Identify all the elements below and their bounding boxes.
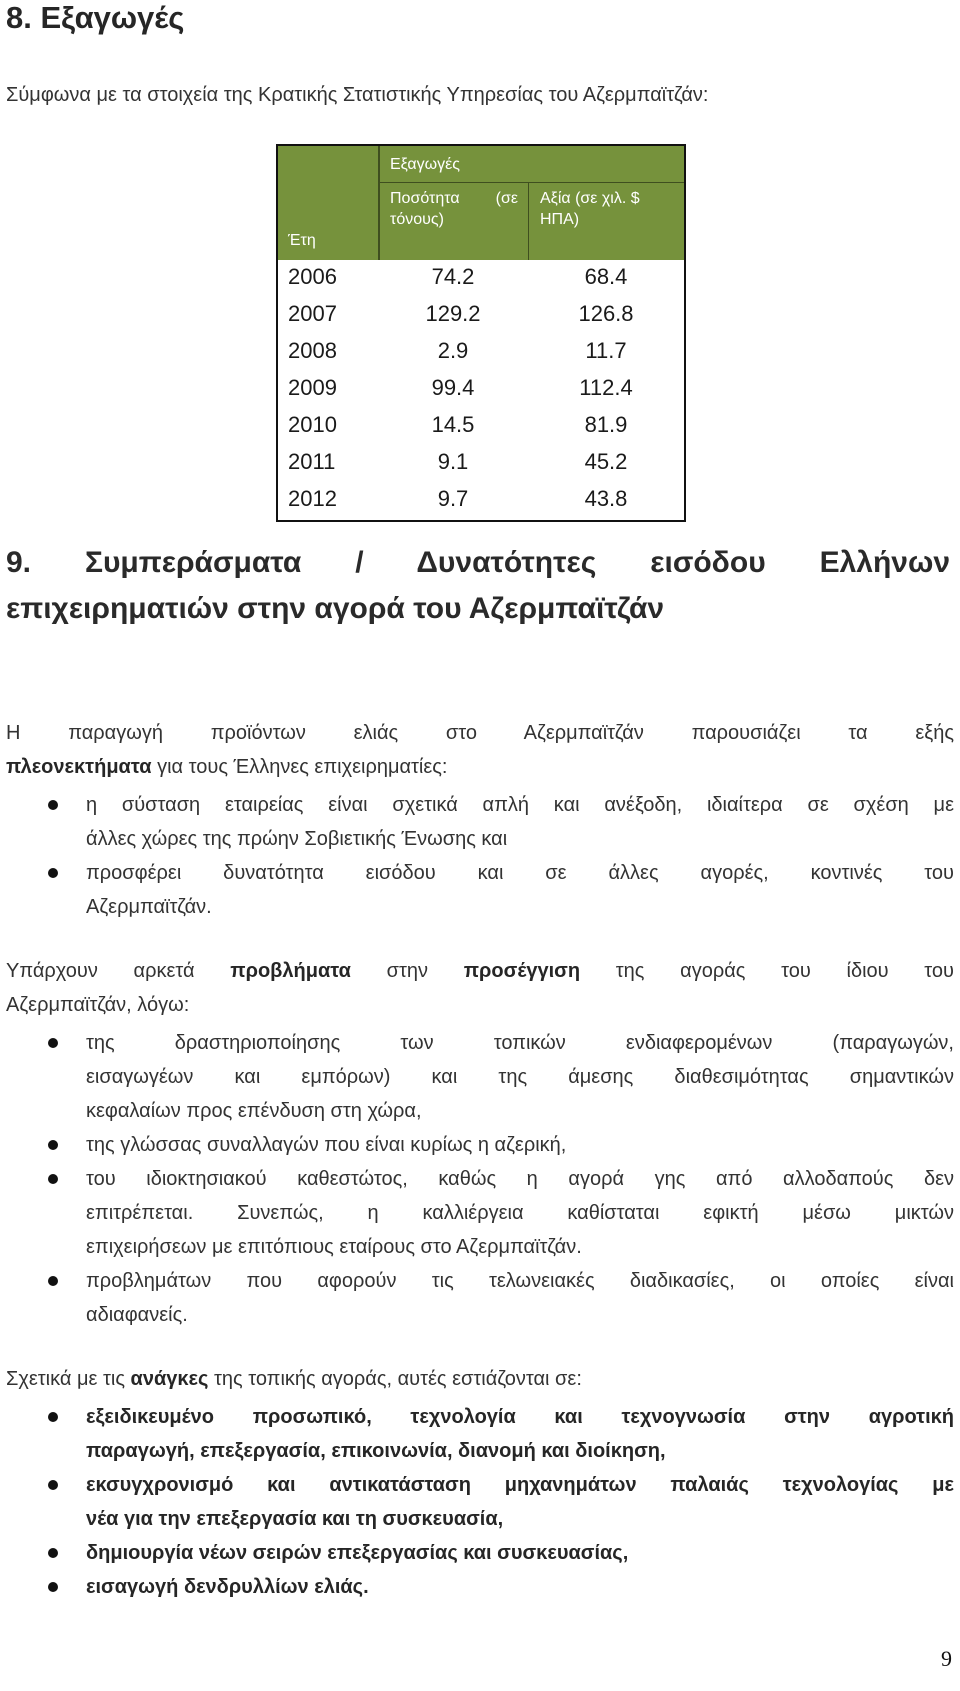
problem-item-3: του ιδιοκτησιακού καθεστώτος, καθώς η αγορά γης από αλλοδαπούς δεν xyxy=(86,1168,954,1190)
table-cell-quantity: 9.7 xyxy=(437,486,469,511)
table-cell-quantity: 9.1 xyxy=(437,449,469,474)
table-cell-quantity: 2.9 xyxy=(437,338,469,363)
advantage-item-2: προσφέρει δυνατότητα εισόδου και σε άλλες αγορές, κοντινές του xyxy=(86,862,954,884)
table-cell-year: 2010 xyxy=(288,412,337,437)
problem-item-1-line3: κεφαλαίων προς επένδυση στη χώρα, xyxy=(86,1100,422,1122)
table-cell-quantity: 14.5 xyxy=(431,412,475,437)
table-cell-value: 81.9 xyxy=(584,412,628,437)
table-cell-value: 112.4 xyxy=(579,375,633,400)
bullet xyxy=(48,1276,58,1286)
table-cell-quantity: 129.2 xyxy=(425,301,481,326)
bullet xyxy=(48,1548,58,1558)
table-cell-value: 43.8 xyxy=(584,486,628,511)
need-item-2: εκσυγχρονισμό και αντικατάσταση μηχανημάτων παλαιάς τεχνολογίας με xyxy=(86,1474,954,1496)
bullet xyxy=(48,868,58,878)
table-cell-value: 126.8 xyxy=(578,301,634,326)
problems-intro: Υπάρχουν αρκετά προβλήματα στην προσέγγιση της αγοράς του ίδιου του xyxy=(6,960,954,982)
need-item-1-line2: παραγωγή, επεξεργασία, επικοινωνία, διανομή και διοίκηση, xyxy=(86,1440,666,1462)
need-item-4: εισαγωγή δενδρυλλίων ελιάς. xyxy=(86,1576,369,1598)
table-cell-value: 11.7 xyxy=(585,338,627,363)
problem-item-1-line2: εισαγωγέων και εμπόρων) και της άμεσης διαθεσιμότητας σημαντικών xyxy=(86,1066,954,1088)
table-cell-year: 2009 xyxy=(288,375,337,400)
advantage-item-1: η σύσταση εταιρείας είναι σχετικά απλή και ανέξοδη, ιδιαίτερα σε σχέση με xyxy=(86,794,954,816)
problem-item-4: προβλημάτων που αφορούν τις τελωνειακές διαδικασίες, οι οποίες είναι xyxy=(86,1270,954,1292)
exports-table xyxy=(276,144,686,522)
table-col-quantity: Ποσότητα (σε τόνους) xyxy=(390,190,518,228)
table-cell-quantity: 99.4 xyxy=(431,375,475,400)
advantage-item-1-line2: άλλες χώρες της πρώην Σοβιετικής Ένωσης και xyxy=(86,828,508,850)
bullet xyxy=(48,1480,58,1490)
page-number: 9 xyxy=(941,1646,952,1671)
section-9-title-line2: επιχειρηματιών στην αγορά του Αζερμπαϊτζάν xyxy=(6,592,665,625)
table-cell-year: 2006 xyxy=(288,264,337,289)
needs-intro: Σχετικά με τις ανάγκες της τοπικής αγοράς, αυτές εστιάζονται σε: xyxy=(6,1368,582,1390)
table-cell-year: 2011 xyxy=(288,449,336,474)
section-9-title: 9. Συμπεράσματα / Δυνατότητες εισόδου Ελλήνων xyxy=(6,546,950,579)
bullet xyxy=(48,1174,58,1184)
problem-item-4-line2: αδιαφανείς. xyxy=(86,1304,188,1326)
need-item-3: δημιουργία νέων σειρών επεξεργασίας και συσκευασίας, xyxy=(86,1542,629,1564)
table-cell-year: 2008 xyxy=(288,338,337,363)
need-item-1: εξειδικευμένο προσωπικό, τεχνολογία και τεχνογνωσία στην αγροτική xyxy=(86,1406,954,1428)
problem-item-2: της γλώσσας συναλλαγών που είναι κυρίως η αζερική, xyxy=(86,1134,567,1156)
section-8-intro: Σύμφωνα με τα στοιχεία της Κρατικής Στατιστικής Υπηρεσίας του Αζερμπαϊτζάν: xyxy=(6,84,709,106)
problem-item-3-line2: επιτρέπεται. Συνεπώς, η καλλιέργεια καθίσταται εφικτή μέσω μικτών xyxy=(86,1202,954,1224)
table-header xyxy=(278,146,684,260)
bullet xyxy=(48,1582,58,1592)
table-cell-value: 45.2 xyxy=(584,449,628,474)
need-item-2-line2: νέα για την επεξεργασία και τη συσκευασία, xyxy=(86,1508,504,1530)
table-col-year: Έτη xyxy=(288,232,316,249)
bullet xyxy=(48,1038,58,1048)
table-col-value: Αξία (σε χιλ. $ ΗΠΑ) xyxy=(540,190,640,228)
problem-item-1: της δραστηριοποίησης των τοπικών ενδιαφερομένων (παραγωγών, xyxy=(86,1032,954,1054)
advantage-item-2-line2: Αζερμπαϊτζάν. xyxy=(86,896,212,918)
bullet xyxy=(48,1412,58,1422)
advantages-intro-line2: πλεονεκτήματα για τους Έλληνες επιχειρηματίες: xyxy=(6,756,448,778)
table-cell-year: 2012 xyxy=(288,486,337,511)
table-cell-value: 68.4 xyxy=(584,264,628,289)
table-cell-year: 2007 xyxy=(288,301,337,326)
bullet xyxy=(48,800,58,810)
table-group-header: Εξαγωγές xyxy=(390,156,460,173)
section-8-title: 8. Εξαγωγές xyxy=(6,0,185,35)
advantages-intro: Η παραγωγή προϊόντων ελιάς στο Αζερμπαϊτζάν παρουσιάζει τα εξής xyxy=(6,722,954,744)
problems-intro-line2: Αζερμπαϊτζάν, λόγω: xyxy=(6,994,190,1016)
table-cell-quantity: 74.2 xyxy=(431,264,475,289)
problem-item-3-line3: επιχειρήσεων με επιτόπιους εταίρους στο Αζερμπαϊτζάν. xyxy=(86,1236,582,1258)
bullet xyxy=(48,1140,58,1150)
